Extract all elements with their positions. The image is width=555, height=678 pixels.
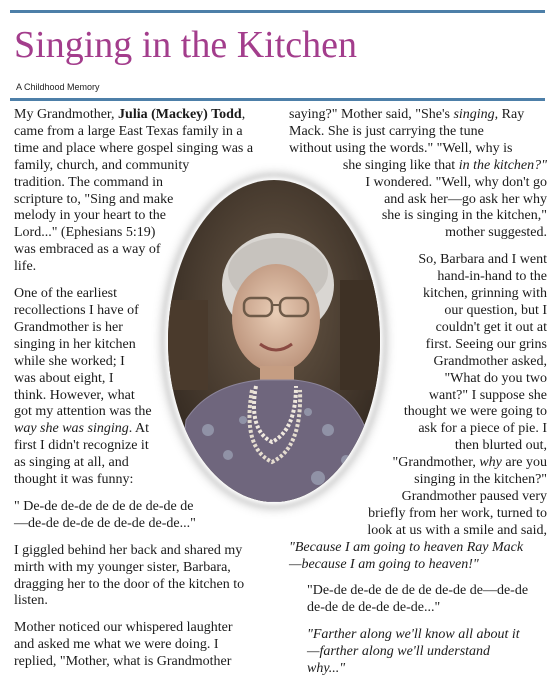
wonder-lines: she singing like that in the kitchen?" I wondered. "Well, why don't go and ask her—go ask her why she is singing in the kitchen," mother suggested. — [342, 157, 547, 241]
top-rule — [10, 10, 545, 13]
mother-paragraph: Mother noticed our whispered laughter and asked me what we were doing. I replied, "Mother, what is Grandmother — [14, 620, 233, 670]
giggle-paragraph: I giggled behind her back and shared my mirth with my younger sister, Barbara, dragging her to the door of the kitchen to listen. — [14, 542, 245, 609]
intro-paragraph: My Grandmother, Julia (Mackey) Todd, came from a large East Texas family in a time and place where gospel singing was a family, church, and community tradition. The command in scripture to, "Sing and make melody in your heart to the Lord..." (Ephesians 5:19) was embraced as a way of life. — [14, 107, 254, 275]
mother-reply-paragraph: saying?" Mother said, "She's singing, Ray Mack. She is just carrying the tune without using the words." "Well, why is — [289, 107, 525, 156]
kitchen-paragraph: So, Barbara and I went hand-in-hand to the kitchen, grinning with our question, but I couldn't get it out at first. Seeing our grins Grandmother asked, "What do you two want?" I suppose she thought we were going to ask for a piece of pie. I then blurted out, "Grandmother, why are you singing in the kitchen?" Grandmother paused very briefly from her work, turned to look at us with a smile and said, — [367, 252, 547, 538]
portrait-illustration — [168, 180, 380, 502]
header-rule — [10, 98, 545, 101]
grandmother-portrait-photo — [168, 180, 380, 502]
hum-quote: " De-de de-de de de de de-de de —de-de de-de de de-de de-de..." — [14, 498, 196, 531]
page-title: Singing in the Kitchen — [14, 24, 358, 66]
hum-quote-2: "De-de de-de de de de de-de de—de-de de-de de de-de de-de..." — [307, 583, 529, 616]
grandmother-answer: "Because I am going to heaven Ray Mack —because I am going to heaven!" — [289, 539, 524, 572]
grandmother-name: Julia (Mackey) Todd — [118, 107, 242, 122]
page-subtitle: A Childhood Memory — [16, 82, 100, 92]
recollection-paragraph: One of the earliest recollections I have of Grandmother is her singing in her kitchen while she worked; I was about eight, I think. However, what got my attention was the way she was singing. At first I didn't recognize it as singing at all, and thought it was funny: — [14, 286, 152, 488]
farther-along-quote: "Farther along we'll know all about it —farther along we'll understand why..." — [307, 627, 520, 677]
